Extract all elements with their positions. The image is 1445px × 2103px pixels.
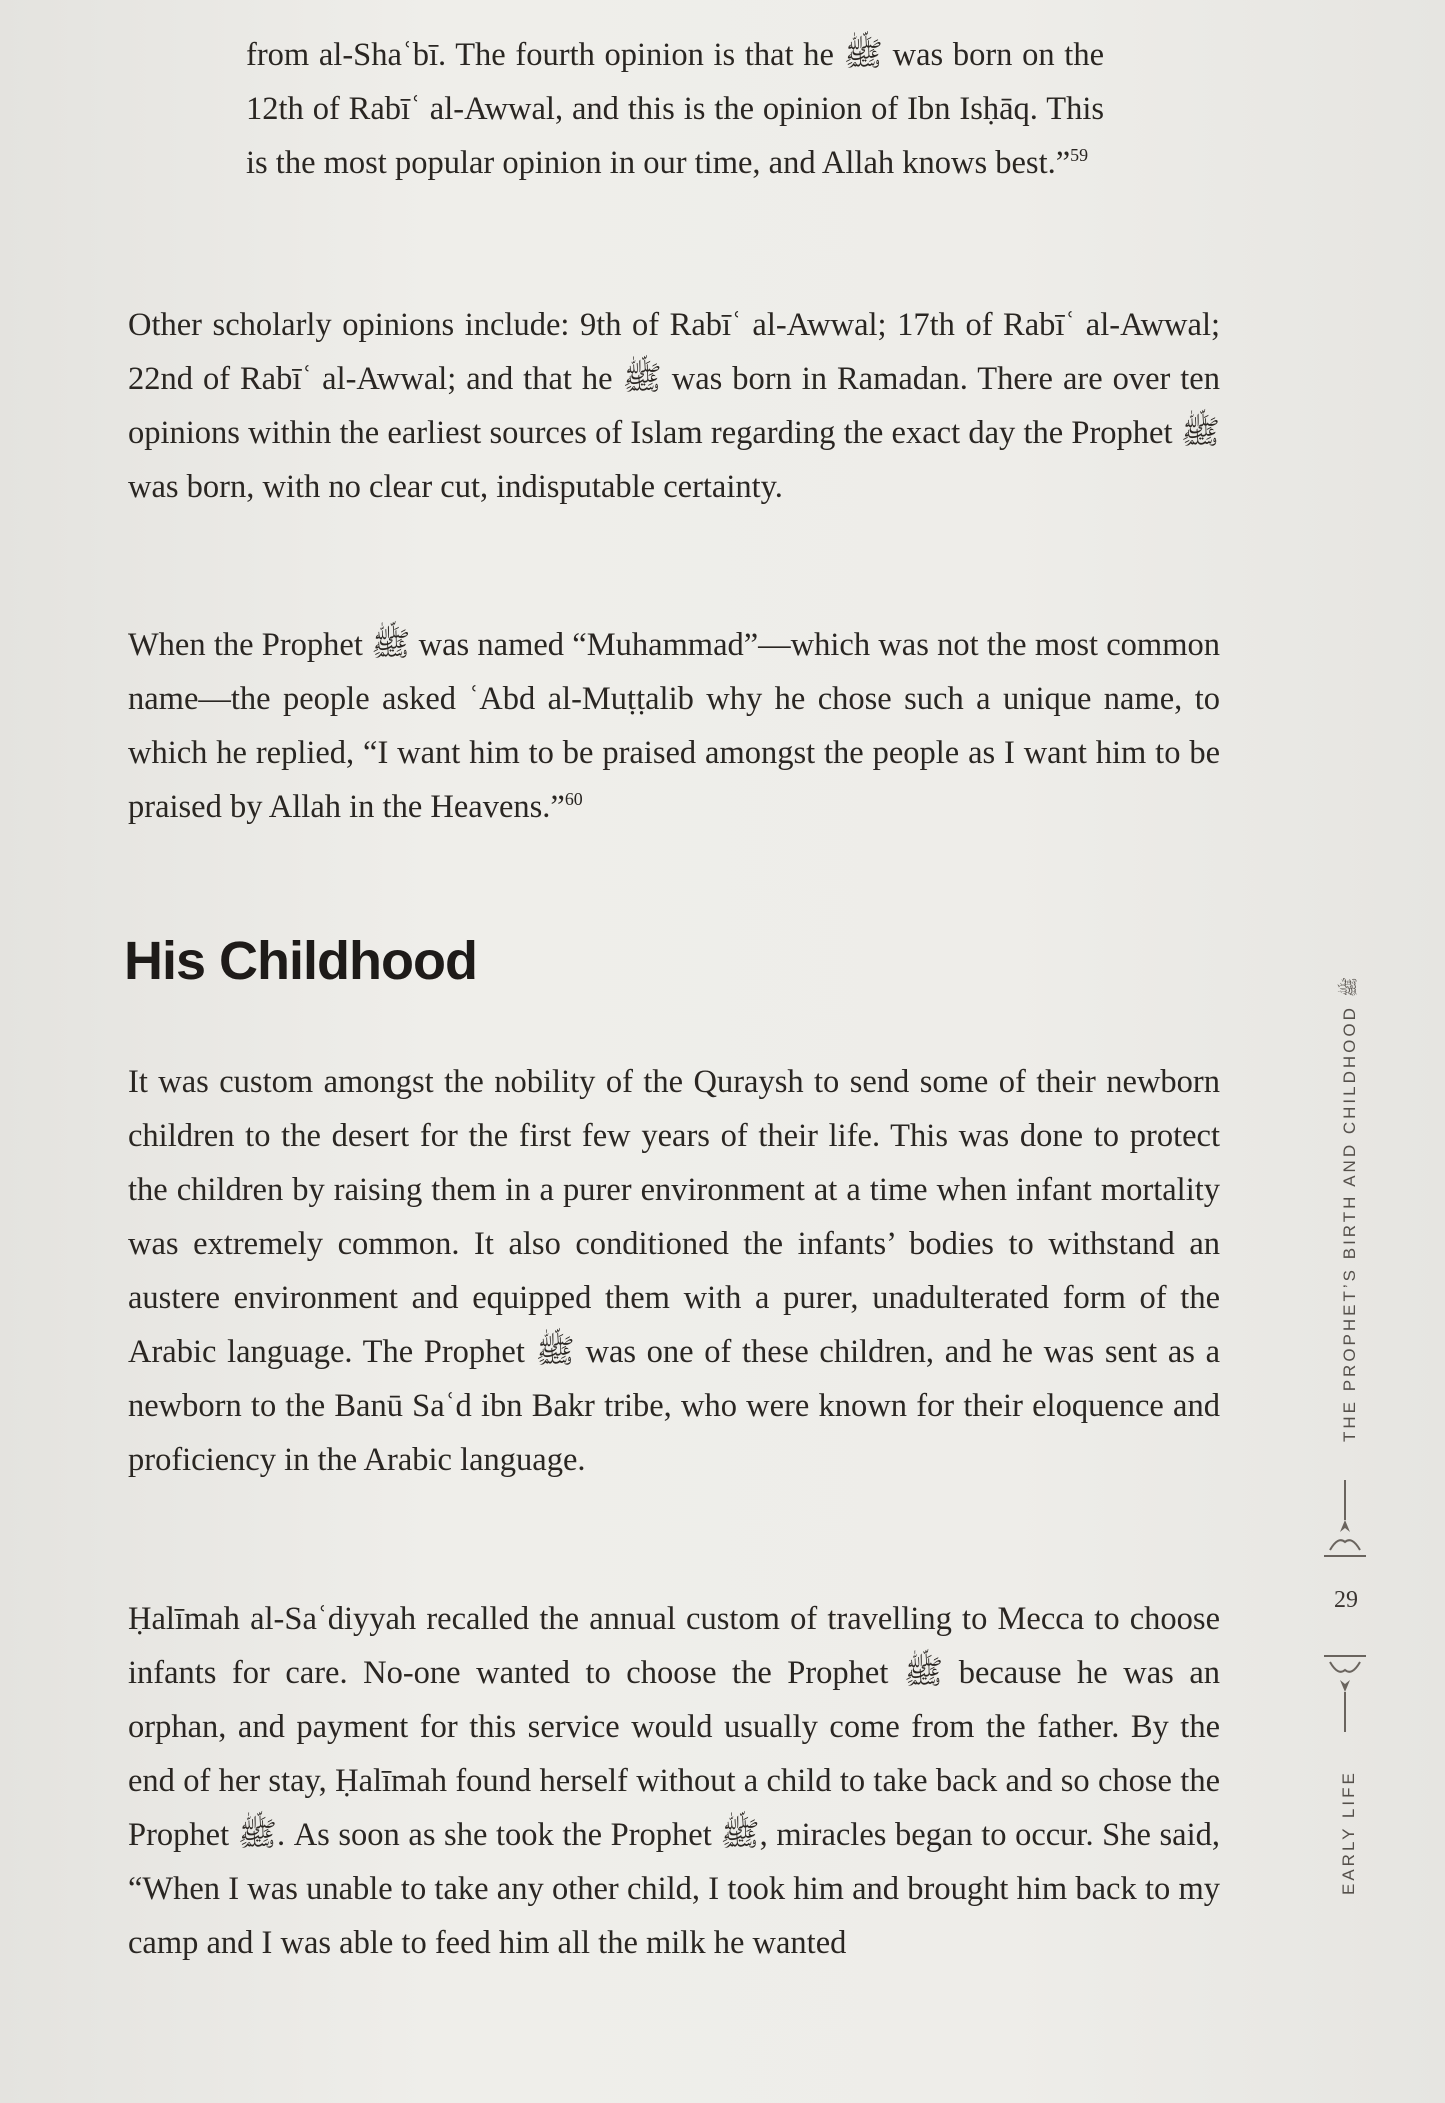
footnote-marker: 59 (1070, 145, 1089, 166)
paragraph-opinions-end (246, 28, 1104, 190)
page-number: 29 (1334, 1587, 1358, 1613)
paragraph-desert-custom (128, 1055, 1220, 1487)
paragraph-text: from al-Shaʿbī. The fourth opinion is that he ﷺ was born on the 12th of Rabīʿ al-Awwal, and this is the opinion of Ibn Isḥāq. This is the most popular opinion in our time, and Allah knows best.” (246, 37, 1104, 181)
section-heading: His Childhood (124, 931, 477, 991)
paragraph-text: Ḥalīmah al-Saʿdiyyah recalled the annual custom of travelling to Mecca to choose infants for care. No-one wanted to choose the Prophet ﷺ because he was an orphan, and payment for this service would usually come from the father. By the end of her stay, Ḥalīmah found herself without a child to take back and so chose the Prophet ﷺ. As soon as she took the Prophet ﷺ, miracles began to occur. She said, “When I was unable to take any other child, I took him and brought him back to my camp and I was able to feed him all the milk he wanted (128, 1601, 1220, 1961)
paragraph-text: Other scholarly opinions include: 9th of Rabīʿ al-Awwal; 17th of Rabīʿ al-Awwal; 22nd of Rabīʿ al-Awwal; and that he ﷺ was born in Ramadan. There are over ten opinions within the earliest sources of Islam regarding the exact day the Prophet ﷺ was born, with no clear cut, indisputable certainty. (128, 307, 1220, 505)
footnote-marker: 60 (564, 789, 583, 810)
paragraph-text: It was custom amongst the nobility of the Quraysh to send some of their newborn children to the desert for the first few years of their life. This was done to protect the children by raising them in a purer environment at a time when infant mortality was extremely common. It also conditioned the infants’ bodies to withstand an austere environment and equipped them with a purer, unadulterated form of the Arabic language. The Prophet ﷺ was one of these children, and he was sent as a newborn to the Banū Saʿd ibn Bakr tribe, who were known for their eloquence and proficiency in the Arabic language. (128, 1064, 1220, 1478)
paragraph-halimah (128, 1592, 1220, 1970)
ornament-bottom-icon (1320, 1652, 1370, 1732)
running-head-chapter: THE PROPHET’S BIRTH AND CHILDHOOD ﷺ (1340, 976, 1359, 1442)
ornament-top-icon (1320, 1480, 1370, 1560)
paragraph-other-opinions (128, 298, 1220, 514)
running-head-section: EARLY LIFE (1339, 1770, 1358, 1895)
paragraph-name-muhammad (128, 618, 1220, 834)
bleed-through-text (130, 40, 1220, 1040)
paragraph-text: When the Prophet ﷺ was named “Muhammad”—which was not the most common name—the people asked ʿAbd al-Muṭṭalib why he chose such a unique name, to which he replied, “I want him to be praised amongst the people as I want him to be praised by Allah in the Heavens.” (128, 627, 1220, 825)
